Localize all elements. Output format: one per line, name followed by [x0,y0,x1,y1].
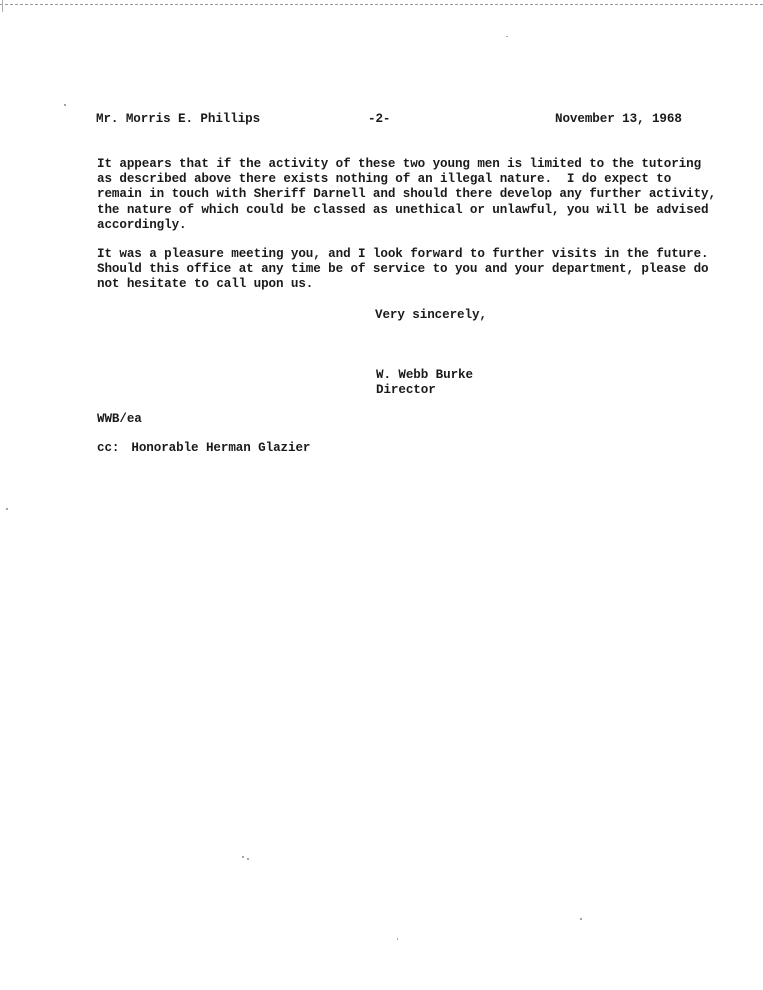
paragraph-line: remain in touch with Sheriff Darnell and should there develop any further activity, [97,187,716,202]
paragraph-line: Should this office at any time be of service to you and your department, please do [97,262,709,277]
scan-speck [506,36,508,37]
paragraph-line: the nature of which could be classed as unethical or unlawful, you will be advised [97,202,709,217]
paragraph-line: as described above there exists nothing of an illegal nature. I do expect to [97,172,672,187]
body-paragraph-2 [97,247,737,293]
scan-speck [397,938,398,940]
signature-block [376,368,473,399]
paragraph-line: accordingly. [97,217,187,232]
paragraph-line: It was a pleasure meeting you, and I look forward to further visits in the future. [97,247,709,261]
reference-initials: WWB/ea [97,412,142,426]
closing-salutation: Very sincerely, [375,308,487,322]
header-date: November 13, 1968 [555,112,682,126]
scan-speck [6,508,8,510]
letter-header [0,112,763,130]
cc-recipient: Honorable Herman Glazier [131,441,311,455]
scan-speck [242,856,244,858]
signature-name: W. Webb Burke [376,368,473,382]
signature-title: Director [376,383,436,398]
scan-speck [247,858,249,860]
paragraph-line: It appears that if the activity of these two young men is limited to the tutoring [97,157,702,171]
paragraph-line: not hesitate to call upon us. [97,277,314,292]
page-top-edge [0,4,763,5]
scan-speck [580,918,582,920]
header-recipient: Mr. Morris E. Phillips [96,112,261,126]
scan-speck [64,104,66,106]
body-paragraph-1 [97,157,737,233]
page-left-edge-mark [2,0,3,12]
header-page-number: -2- [368,112,391,126]
cc-label: cc: [97,441,120,455]
cc-line [97,441,310,455]
